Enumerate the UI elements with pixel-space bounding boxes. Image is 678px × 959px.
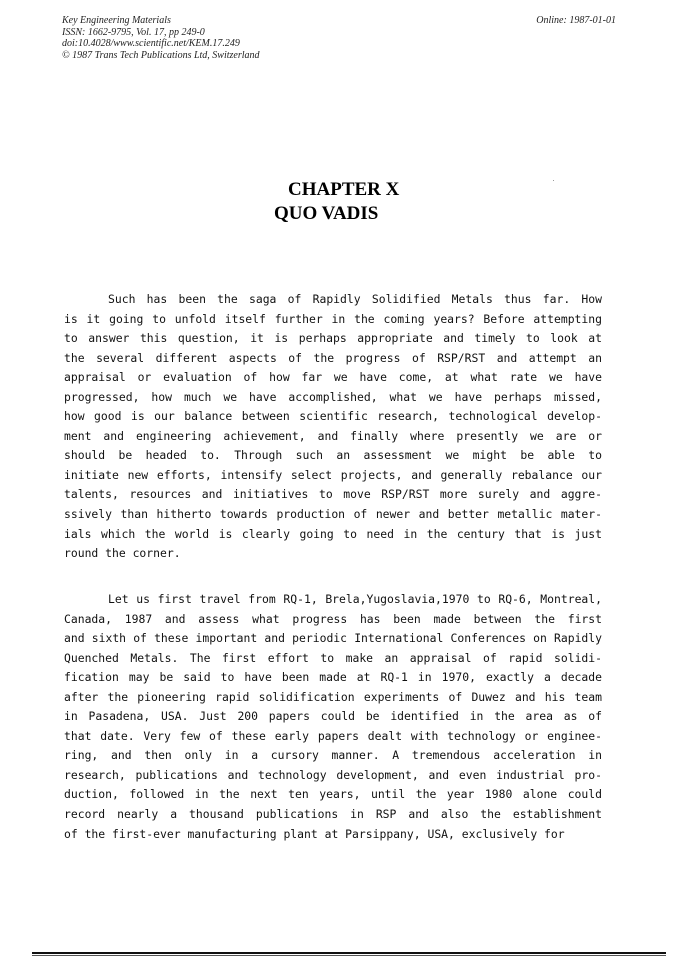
text-line: to answer this question, it is perhaps appropriate and timely to look at [64, 331, 602, 346]
page-bottom-rule-thin [32, 955, 666, 956]
text-line: and sixth of these important and periodic International Conferences on Rapidly [64, 631, 602, 646]
text-line: research, publications and technology development, and even industrial pro- [64, 767, 602, 782]
journal-name: Key Engineering Materials [62, 15, 171, 26]
text-line: ials which the world is clearly going to need in the century that is just [64, 526, 602, 541]
doi-line: doi:10.4028/www.scientific.net/KEM.17.249 [62, 38, 240, 49]
text-line: ment and engineering achievement, and finally where presently we are or [64, 428, 602, 443]
text-line: initiate new efforts, intensify select projects, and generally rebalance our [64, 467, 602, 482]
text-line: is it going to unfold itself further in the coming years? Before attempting [64, 311, 602, 326]
text-line: how good is our balance between scientific research, technological develop- [64, 409, 602, 424]
chapter-heading [0, 178, 678, 226]
text-line: appraisal or evaluation of how far we have come, at what rate we have [64, 370, 602, 385]
text-line: after the pioneering rapid solidification experiments of Duwez and his team [64, 689, 602, 704]
text-line: that date. Very few of these early papers dealt with technology or enginee- [64, 728, 602, 743]
text-line: Such has been the saga of Rapidly Solidified Metals thus far. How [108, 292, 602, 306]
text-line: ring, and then only in a cursory manner. A tremendous acceleration in [64, 748, 602, 763]
paragraph [64, 590, 602, 844]
text-line: duction, followed in the next ten years, until the year 1980 alone could [64, 787, 602, 802]
scan-speck [553, 180, 554, 181]
text-line: in Pasadena, USA. Just 200 papers could be identified in the area as of [64, 709, 602, 724]
issn-line: ISSN: 1662-9795, Vol. 17, pp 249-0 [62, 26, 205, 38]
text-line: Quenched Metals. The first effort to make an appraisal of rapid solidi- [64, 650, 602, 665]
text-line: talents, resources and initiatives to move RSP/RST more surely and aggre- [64, 487, 602, 502]
text-line: should be headed to. Through such an assessment we might be able to [64, 448, 602, 463]
text-line: ssively than hitherto towards production of newer and better metallic mater- [64, 507, 602, 522]
copyright-line: © 1987 Trans Tech Publications Ltd, Switzerland [62, 49, 260, 61]
text-line: the several different aspects of the progress of RSP/RST and attempt an [64, 350, 602, 365]
text-line: Let us first travel from RQ-1, Brela,Yugoslavia,1970 to RQ-6, Montreal, [108, 592, 602, 606]
online-date: Online: 1987-01-01 [536, 15, 616, 26]
text-line: of the first-ever manufacturing plant at Parsippany, USA, exclusively for [64, 826, 565, 841]
page-bottom-rule [32, 952, 666, 954]
text-line: round the corner. [64, 546, 181, 561]
paragraph [64, 290, 602, 564]
text-line: record nearly a thousand publications in RSP and also the establishment [64, 807, 602, 822]
chapter-title: QUO VADIS [274, 203, 379, 224]
journal-header [62, 15, 260, 61]
text-line: progressed, how much we have accomplished, what we have perhaps missed, [64, 389, 602, 404]
chapter-number: CHAPTER X [288, 179, 400, 200]
text-line: fication may be said to have been made at RQ-1 in 1970, exactly a decade [64, 670, 602, 685]
text-line: Canada, 1987 and assess what progress has been made between the first [64, 611, 602, 626]
